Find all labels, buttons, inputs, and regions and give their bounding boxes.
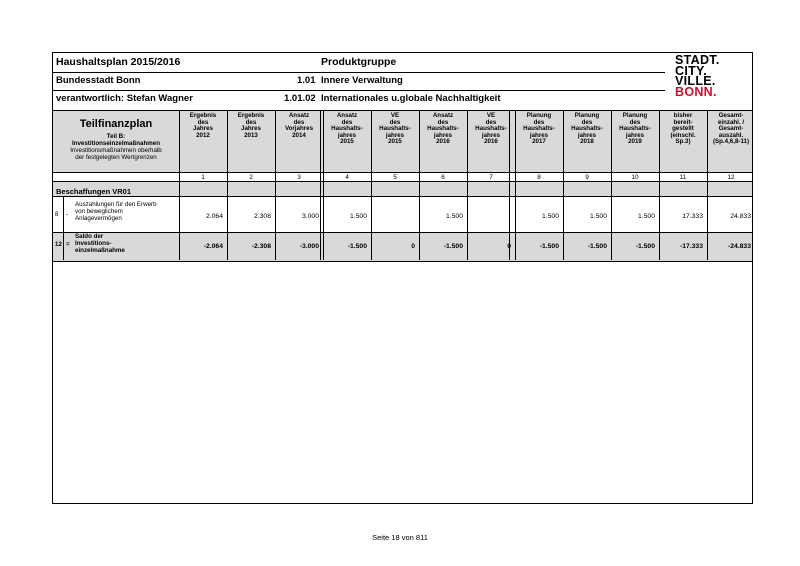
table-cell: -2.308 [251, 243, 271, 250]
row-label: Saldo der Investitions- einzelmaßnahme [75, 233, 125, 254]
column-number: 1 [201, 174, 205, 181]
table-cell: 2.064 [205, 213, 223, 220]
column-header: Ergebnis des Jahres 2013 [237, 112, 265, 139]
table-cell: 0 [507, 243, 511, 250]
column-number: 5 [393, 174, 397, 181]
column-header: Planung des Haushalts- jahres 2017 [523, 112, 555, 146]
table-cell: 17.333 [682, 213, 703, 220]
column-number: 4 [345, 174, 349, 181]
table-cell: 1.500 [637, 213, 655, 220]
column-number: 7 [489, 174, 493, 181]
table-cell: 1.500 [445, 213, 463, 220]
column-header: Ergebnis des Jahres 2012 [189, 112, 217, 139]
row-label: Auszahlungen für den Erwerb von beweglichem Anlagevermögen [75, 201, 157, 222]
row-number: 8 [55, 211, 59, 218]
column-number: 11 [679, 174, 687, 181]
table-subtitle: Teil B: Investitionseinzelmaßnahmen Investitionsmaßnahmen oberhalb der festgelegten Wertgrenzen [70, 133, 162, 161]
column-number: 6 [441, 174, 445, 181]
plan-title: Haushaltsplan 2015/2016 [56, 56, 181, 68]
column-header: Planung des Haushalts- jahres 2019 [619, 112, 651, 146]
group-label: Produktgruppe [321, 56, 397, 68]
table-cell: -24.833 [727, 243, 751, 250]
column-header: VE des Haushalts- jahres 2016 [475, 112, 507, 146]
table-cell: 2.308 [253, 213, 271, 220]
page-frame [52, 52, 753, 504]
table-cell: 3.000 [301, 213, 319, 220]
column-header: VE des Haushalts- jahres 2015 [379, 112, 411, 146]
column-header: Ansatz des Haushalts- jahres 2016 [427, 112, 459, 146]
column-number: 10 [631, 174, 639, 181]
table-title: Teilfinanzplan [79, 118, 153, 130]
column-header: bisher bereit- gestellt (einschl. Sp.3) [670, 112, 696, 146]
column-number: 12 [727, 174, 735, 181]
table-cell: 0 [411, 243, 415, 250]
table-cell: -1.500 [443, 243, 463, 250]
column-number: 3 [297, 174, 301, 181]
row-number: 12 [55, 241, 62, 248]
budget-years-box [320, 110, 510, 260]
column-header: Ansatz des Vorjahres 2014 [284, 112, 314, 139]
table-cell: -1.500 [539, 243, 559, 250]
page-footer: Seite 18 von 811 [372, 533, 428, 542]
table-cell: -2.064 [203, 243, 223, 250]
table-cell: 1.500 [589, 213, 607, 220]
product-code: 1.01.02 [284, 93, 316, 104]
column-header: Gesamt- einzahl. / Gesamt- auszahl. (Sp.4,6,8-11) [712, 112, 750, 146]
section-title: Beschaffungen VR01 [56, 187, 132, 196]
org-name: Bundesstadt Bonn [56, 75, 141, 86]
row-sign: = [66, 241, 70, 248]
responsible-person: verantwortlich: Stefan Wagner [56, 93, 193, 104]
group-name: Innere Verwaltung [321, 75, 403, 86]
product-name: Internationales u.globale Nachhaltigkeit [321, 93, 501, 104]
table-cell: -1.500 [587, 243, 607, 250]
table-cell: 1.500 [349, 213, 367, 220]
row-number-divider [63, 196, 64, 260]
table-cell: -3.000 [299, 243, 319, 250]
table-cell: 1.500 [541, 213, 559, 220]
column-header: Planung des Haushalts- jahres 2018 [571, 112, 603, 146]
table-cell: 24.833 [730, 213, 751, 220]
column-number: 8 [537, 174, 541, 181]
group-code: 1.01 [297, 75, 316, 86]
column-number: 2 [249, 174, 253, 181]
column-header: Ansatz des Haushalts- jahres 2015 [331, 112, 363, 146]
table-cell: -17.333 [679, 243, 703, 250]
city-logo: STADT. CITY. VILLE. BONN. [675, 53, 720, 99]
table-cell: -1.500 [347, 243, 367, 250]
table-cell: -1.500 [635, 243, 655, 250]
column-number: 9 [585, 174, 589, 181]
row-sign: - [66, 211, 69, 218]
